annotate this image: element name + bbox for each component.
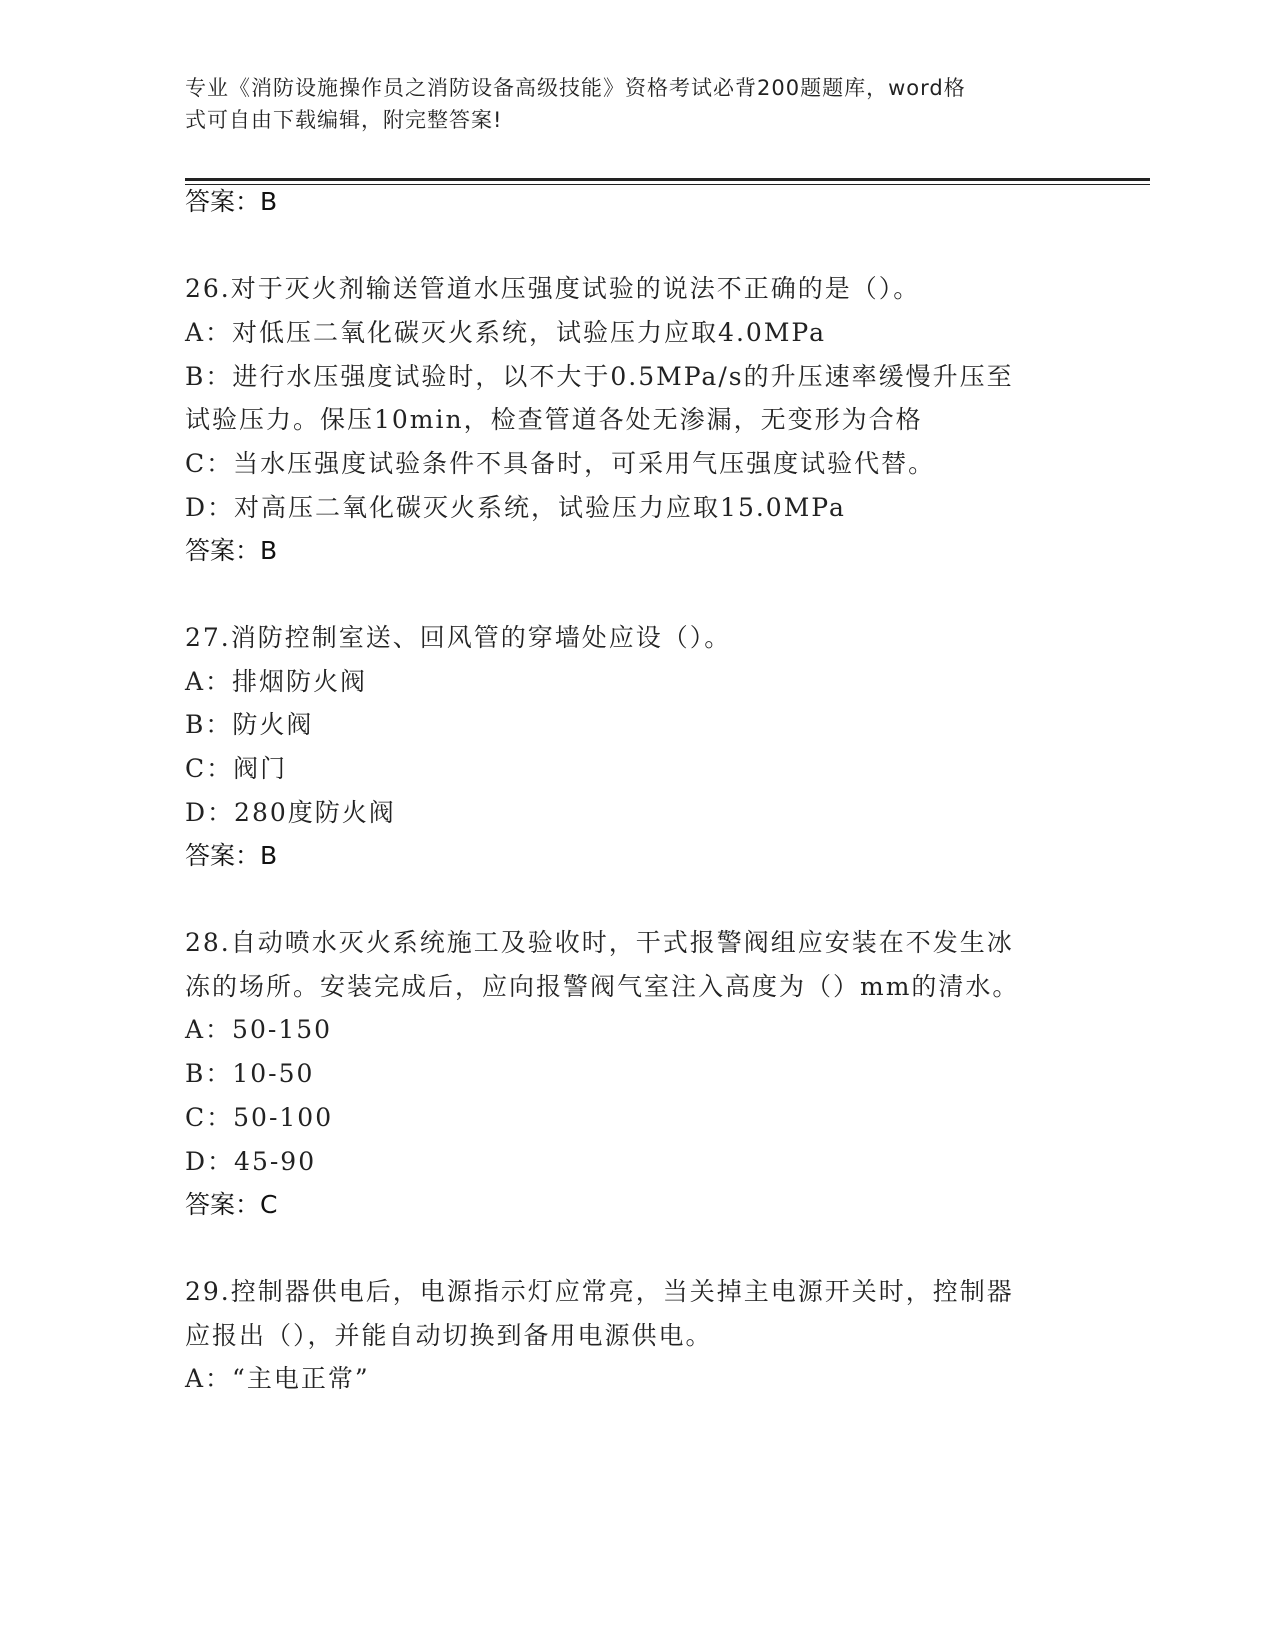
question-26-option-b-line2: 试验压力。保压10min，检查管道各处无渗漏，无变形为合格 [185,405,923,434]
question-26-stem: 26.对于灭火剂输送管道水压强度试验的说法不正确的是（）。 [185,274,921,303]
question-26-option-d: D：对高压二氧化碳灭火系统，试验压力应取15.0MPa [185,493,846,522]
question-27-option-b: B：防火阀 [185,710,314,739]
question-28-option-a: A：50-150 [185,1015,333,1044]
question-26-option-c: C：当水压强度试验条件不具备时，可采用气压强度试验代替。 [185,449,936,478]
question-27-option-c: C：阀门 [185,754,288,783]
answer-26: 答案：B [185,536,278,565]
question-26-option-b-line1: B：进行水压强度试验时，以不大于0.5MPa/s的升压速率缓慢升压至 [185,362,1014,391]
question-29-stem-line1: 29.控制器供电后，电源指示灯应常亮，当关掉主电源开关时，控制器 [185,1277,1014,1306]
question-27-stem: 27.消防控制室送、回风管的穿墙处应设（）。 [185,623,732,652]
question-29-stem-line2: 应报出（），并能自动切换到备用电源供电。 [185,1321,713,1350]
header-line-1: 专业《消防设施操作员之消防设备高级技能》资格考试必背200题题库，word格 [185,76,966,100]
answer-28: 答案：C [185,1190,278,1219]
question-28-option-d: D：45-90 [185,1147,317,1176]
question-28-stem-line1: 28.自动喷水灭火系统施工及验收时，干式报警阀组应安装在不发生冰 [185,928,1014,957]
question-27-option-a: A：排烟防火阀 [185,667,368,696]
question-27-option-d: D：280度防火阀 [185,798,396,827]
header-rule-thick [185,178,1150,181]
answer-27: 答案：B [185,841,278,870]
question-28-option-c: C：50-100 [185,1103,334,1132]
question-28-option-b: B：10-50 [185,1059,315,1088]
answer-25: 答案：B [185,187,278,216]
header-rule-thin [185,184,1150,185]
question-28-stem-line2: 冻的场所。安装完成后，应向报警阀气室注入高度为（）mm的清水。 [185,972,1020,1001]
document-header [185,72,1085,136]
question-29-option-a: A：“主电正常” [185,1364,370,1393]
question-26-option-a: A：对低压二氧化碳灭火系统，试验压力应取4.0MPa [185,318,827,347]
header-line-2: 式可自由下载编辑，附完整答案! [185,108,503,132]
